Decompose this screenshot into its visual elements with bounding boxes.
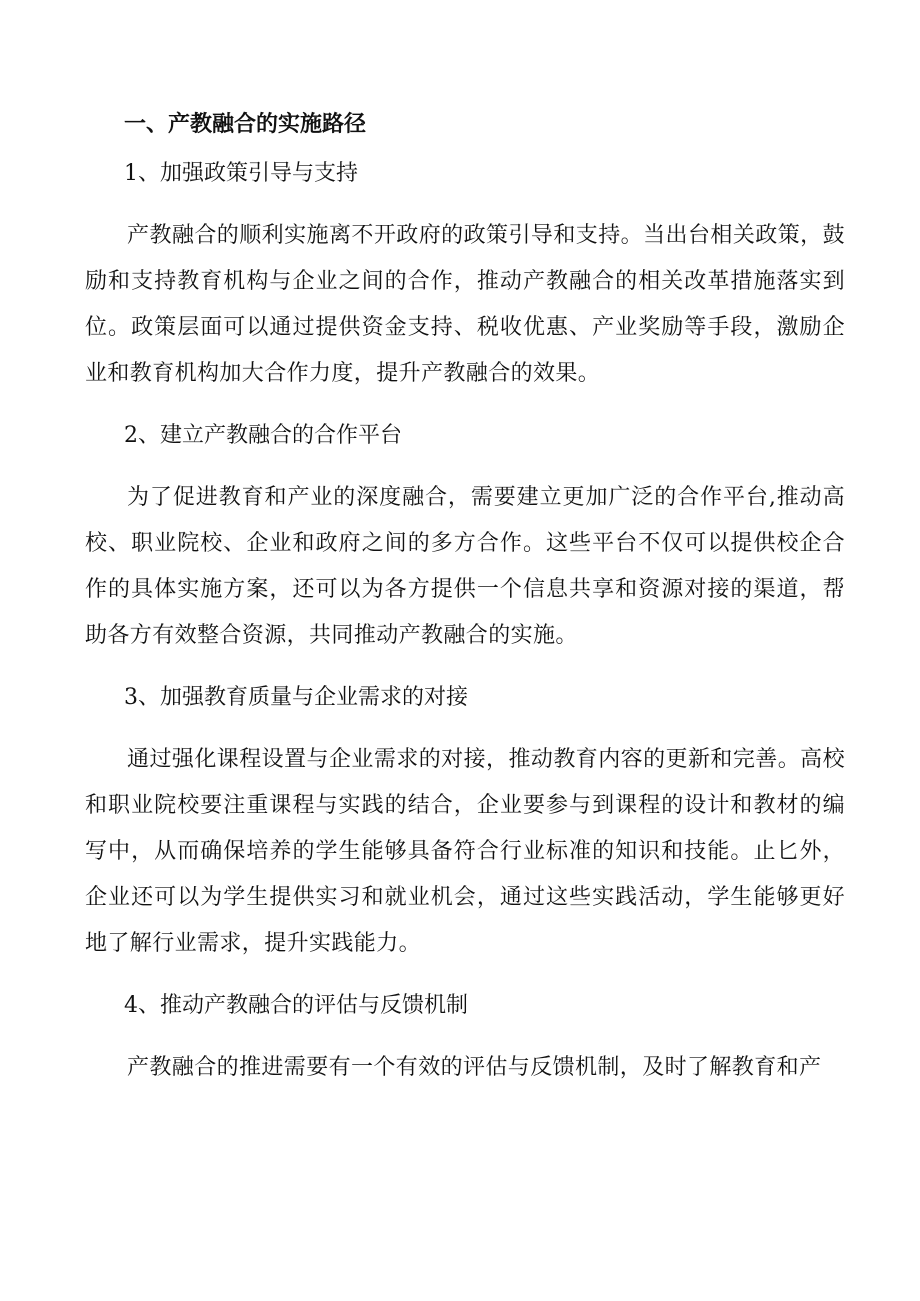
section-heading-2: 2、建立产教融合的合作平台 — [124, 423, 402, 448]
document-title: 一、产教融合的实施路径 — [124, 111, 367, 137]
section-paragraph-2: 为了促进教育和产业的深度融合，需要建立更加广泛的合作平台,推动高校、职业院校、企业和政府之间的多方合作。这些平台不仅可以提供校企合作的具体实施方案，还可以为各方提供一个信息共享和资源对接的渠道，帮助各方有效整合资源，共同推动产教融合的实施。 — [85, 485, 845, 648]
section-paragraph-1: 产教融合的顺利实施离不开政府的政策引导和支持。当出台相关政策，鼓励和支持教育机构与企业之间的合作，推动产教融合的相关改革措施落实到位。政策层面可以通过提供资金支持、税收优惠、产业奖励等手段，激励企业和教育机构加大合作力度，提升产教融合的效果。 — [85, 223, 845, 386]
section-heading-3: 3、加强教育质量与企业需求的对接 — [124, 685, 468, 710]
section-heading-1: 1、加强政策引导与支持 — [124, 161, 358, 186]
section-paragraph-4: 产教融合的推进需要有一个有效的评估与反馈机制，及时了解教育和产 — [127, 1055, 822, 1080]
section-paragraph-3: 通过强化课程设置与企业需求的对接，推动教育内容的更新和完善。高校和职业院校要注重课程与实践的结合，企业要参与到课程的设计和教材的编写中，从而确保培养的学生能够具备符合行业标准的知识和技能。止匕外，企业还可以为学生提供实习和就业机会，通过这些实践活动，学生能够更好地了解行业需求，提升实践能力。 — [85, 747, 845, 956]
document-body — [85, 101, 845, 1091]
section-heading-4: 4、推动产教融合的评估与反馈机制 — [124, 993, 468, 1018]
